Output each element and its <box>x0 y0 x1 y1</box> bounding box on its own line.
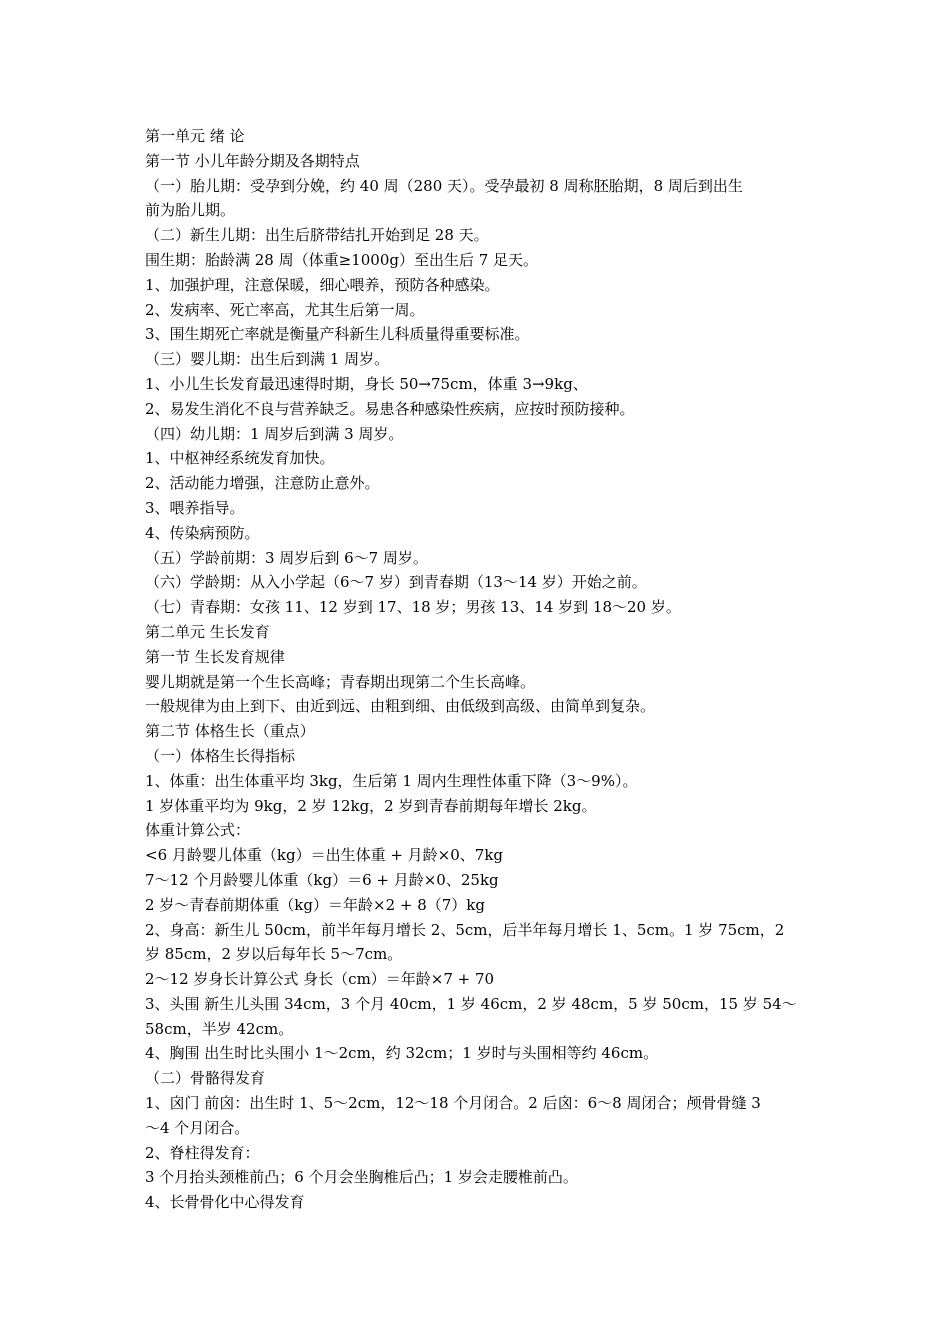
formula-line: 2～12 岁身长计算公式 身长（cm）＝年龄×7 + 70 <box>145 970 495 989</box>
unit-1-heading: 第一单元 绪 论 <box>145 127 245 145</box>
text-line: （三）婴儿期：出生后到满 1 周岁。 <box>145 350 390 369</box>
formula-line: 2 岁～青春前期体重（kg）＝年龄×2 + 8（7）kg <box>145 895 485 914</box>
text-line: （六）学龄期：从入小学起（6～7 岁）到青春期（13～14 岁）开始之前。 <box>145 573 647 592</box>
formula-line: 7～12 个月龄婴儿体重（kg）＝6 + 月龄×0、25kg <box>145 870 499 889</box>
text-line: （五）学龄前期：3 周岁后到 6～7 周岁。 <box>145 548 428 567</box>
document-page <box>145 124 810 1215</box>
text-line: （四）幼儿期：1 周岁后到满 3 周岁。 <box>145 424 404 443</box>
text-line: 1、小儿生长发育最迅速得时期，身长 50→75cm，体重 3→9kg、 <box>145 374 588 393</box>
text-line: （一）体格生长得指标 <box>145 746 296 765</box>
text-line: 岁 85cm，2 岁以后每年长 5～7cm。 <box>145 945 403 964</box>
text-line: （一）胎儿期：受孕到分娩，约 40 周（280 天）。受孕最初 8 周称胚胎期，8 周后到出生 <box>145 176 743 195</box>
text-line: 4、长骨骨化中心得发育 <box>145 1193 305 1212</box>
text-line: （七）青春期：女孩 11、12 岁到 17、18 岁；男孩 13、14 岁到 18～20 岁。 <box>145 598 681 617</box>
text-line: （二）骨骼得发育 <box>145 1069 266 1088</box>
text-line: 3、头围 新生儿头围 34cm，3 个月 40cm，1 岁 46cm，2 岁 48cm，5 岁 50cm，15 岁 54～ <box>145 994 797 1013</box>
section-1-heading: 第一节 小儿年龄分期及各期特点 <box>145 151 360 170</box>
text-line: 3、喂养指导。 <box>145 498 245 517</box>
text-line: 2、发病率、死亡率高，尤其生后第一周。 <box>145 300 425 319</box>
text-line: 4、传染病预防。 <box>145 523 260 542</box>
text-line: 婴儿期就是第一个生长高峰；青春期出现第二个生长高峰。 <box>145 672 536 691</box>
text-line: 一般规律为由上到下、由近到远、由粗到细、由低级到高级、由简单到复杂。 <box>145 697 656 716</box>
text-line: 2、身高：新生儿 50cm，前半年每月增长 2、5cm，后半年每月增长 1、5cm。1 岁 75cm，2 <box>145 920 785 939</box>
text-line: 4、胸围 出生时比头围小 1～2cm，约 32cm；1 岁时与头围相等约 46cm。 <box>145 1044 659 1063</box>
text-line: 1、中枢神经系统发育加快。 <box>145 449 335 468</box>
text-line: 3 个月抬头颈椎前凸；6 个月会坐胸椎后凸；1 岁会走腰椎前凸。 <box>145 1168 578 1187</box>
text-line: 体重计算公式： <box>145 821 251 840</box>
text-line: 58cm，半岁 42cm。 <box>145 1019 294 1038</box>
text-line: 1、体重：出生体重平均 3kg，生后第 1 周内生理性体重下降（3～9%）。 <box>145 771 638 790</box>
text-line: 2、活动能力增强，注意防止意外。 <box>145 474 380 493</box>
section-heading: 第二节 体格生长（重点） <box>145 722 315 741</box>
text-line: 2、脊柱得发育： <box>145 1143 260 1162</box>
text-line: ～4 个月闭合。 <box>145 1118 250 1137</box>
unit-2-heading: 第二单元 生长发育 <box>145 622 270 641</box>
text-line: 3、围生期死亡率就是衡量产科新生儿科质量得重要标准。 <box>145 325 530 344</box>
text-line: 前为胎儿期。 <box>145 201 236 220</box>
section-heading: 第一节 生长发育规律 <box>145 647 285 666</box>
text-line: 1、囟门 前囟：出生时 1、5～2cm，12～18 个月闭合。2 后囟：6～8 周闭合；颅骨骨缝 3 <box>145 1094 761 1113</box>
formula-line: <6 月龄婴儿体重（kg）＝出生体重 + 月龄×0、7kg <box>145 846 504 865</box>
text-line: 2、易发生消化不良与营养缺乏。易患各种感染性疾病，应按时预防接种。 <box>145 399 635 418</box>
text-line: 围生期：胎龄满 28 周（体重≥1000g）至出生后 7 足天。 <box>145 250 539 269</box>
text-line: 1 岁体重平均为 9kg，2 岁 12kg，2 岁到青春前期每年增长 2kg。 <box>145 796 597 815</box>
text-line: （二）新生儿期：出生后脐带结扎开始到足 28 天。 <box>145 226 489 245</box>
text-line: 1、加强护理，注意保暖，细心喂养，预防各种感染。 <box>145 275 500 294</box>
